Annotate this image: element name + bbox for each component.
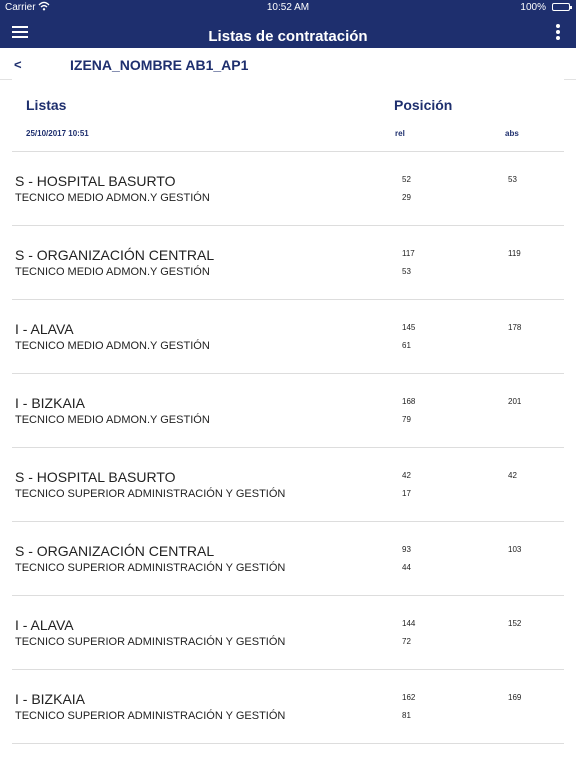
column-header-abs: abs <box>505 129 519 138</box>
row-list-name: I - ALAVA <box>15 321 74 337</box>
row-rel-position: 93 <box>402 545 411 554</box>
battery-percentage: 100% <box>520 2 546 13</box>
person-name: IZENA_NOMBRE AB1_AP1 <box>70 57 249 73</box>
column-header-listas: Listas <box>26 97 67 113</box>
row-sub-position: 17 <box>402 489 411 498</box>
back-button[interactable]: < <box>14 57 22 72</box>
nav-bar <box>0 16 576 48</box>
row-list-name: S - HOSPITAL BASURTO <box>15 173 176 189</box>
table-row[interactable] <box>12 522 564 596</box>
row-abs-position: 119 <box>508 249 521 258</box>
row-category: TECNICO SUPERIOR ADMINISTRACIÓN Y GESTIÓN <box>15 562 286 574</box>
row-abs-position: 53 <box>508 175 517 184</box>
row-category: TECNICO SUPERIOR ADMINISTRACIÓN Y GESTIÓN <box>15 710 286 722</box>
row-sub-position: 44 <box>402 563 411 572</box>
row-category: TECNICO SUPERIOR ADMINISTRACIÓN Y GESTIÓN <box>15 636 286 648</box>
vertical-dots-icon[interactable] <box>556 24 560 40</box>
row-rel-position: 144 <box>402 619 416 628</box>
row-abs-position: 169 <box>508 693 522 702</box>
column-header-posicion: Posición <box>394 97 453 113</box>
table-header <box>12 79 564 152</box>
row-list-name: I - BIZKAIA <box>15 691 86 707</box>
battery-icon <box>552 3 570 11</box>
table-row[interactable] <box>12 226 564 300</box>
lists-table <box>12 79 564 768</box>
row-rel-position: 168 <box>402 397 416 406</box>
row-rel-position: 52 <box>402 175 411 184</box>
page-title: Listas de contratación <box>208 28 368 45</box>
row-abs-position: 103 <box>508 545 522 554</box>
row-rel-position: 117 <box>402 249 415 258</box>
row-list-name: I - ALAVA <box>15 617 74 633</box>
person-header <box>0 49 576 80</box>
carrier-label: Carrier <box>5 2 36 13</box>
row-sub-position: 29 <box>402 193 411 202</box>
column-header-rel: rel <box>395 129 405 138</box>
row-rel-position: 42 <box>402 471 411 480</box>
row-list-name: S - ORGANIZACIÓN CENTRAL <box>15 543 215 559</box>
table-rows <box>12 152 564 744</box>
table-row[interactable] <box>12 300 564 374</box>
status-time: 10:52 AM <box>266 2 310 13</box>
row-rel-position: 162 <box>402 693 416 702</box>
row-category: TECNICO MEDIO ADMON.Y GESTIÓN <box>15 266 210 278</box>
row-sub-position: 53 <box>402 267 411 276</box>
row-category: TECNICO MEDIO ADMON.Y GESTIÓN <box>15 414 210 426</box>
status-bar <box>0 0 576 16</box>
row-list-name: S - ORGANIZACIÓN CENTRAL <box>15 247 215 263</box>
row-category: TECNICO SUPERIOR ADMINISTRACIÓN Y GESTIÓN <box>15 488 286 500</box>
row-sub-position: 61 <box>402 341 411 350</box>
row-rel-position: 145 <box>402 323 416 332</box>
row-abs-position: 178 <box>508 323 522 332</box>
row-sub-position: 79 <box>402 415 411 424</box>
table-row[interactable] <box>12 374 564 448</box>
update-date: 25/10/2017 10:51 <box>26 129 89 138</box>
row-list-name: S - HOSPITAL BASURTO <box>15 469 176 485</box>
row-abs-position: 201 <box>508 397 522 406</box>
table-row[interactable] <box>12 596 564 670</box>
row-list-name: I - BIZKAIA <box>15 395 86 411</box>
row-abs-position: 42 <box>508 471 517 480</box>
row-abs-position: 152 <box>508 619 522 628</box>
table-row[interactable] <box>12 152 564 226</box>
row-sub-position: 72 <box>402 637 411 646</box>
table-row[interactable] <box>12 448 564 522</box>
table-row[interactable] <box>12 670 564 744</box>
row-sub-position: 81 <box>402 711 411 720</box>
row-category: TECNICO MEDIO ADMON.Y GESTIÓN <box>15 192 210 204</box>
row-category: TECNICO MEDIO ADMON.Y GESTIÓN <box>15 340 210 352</box>
